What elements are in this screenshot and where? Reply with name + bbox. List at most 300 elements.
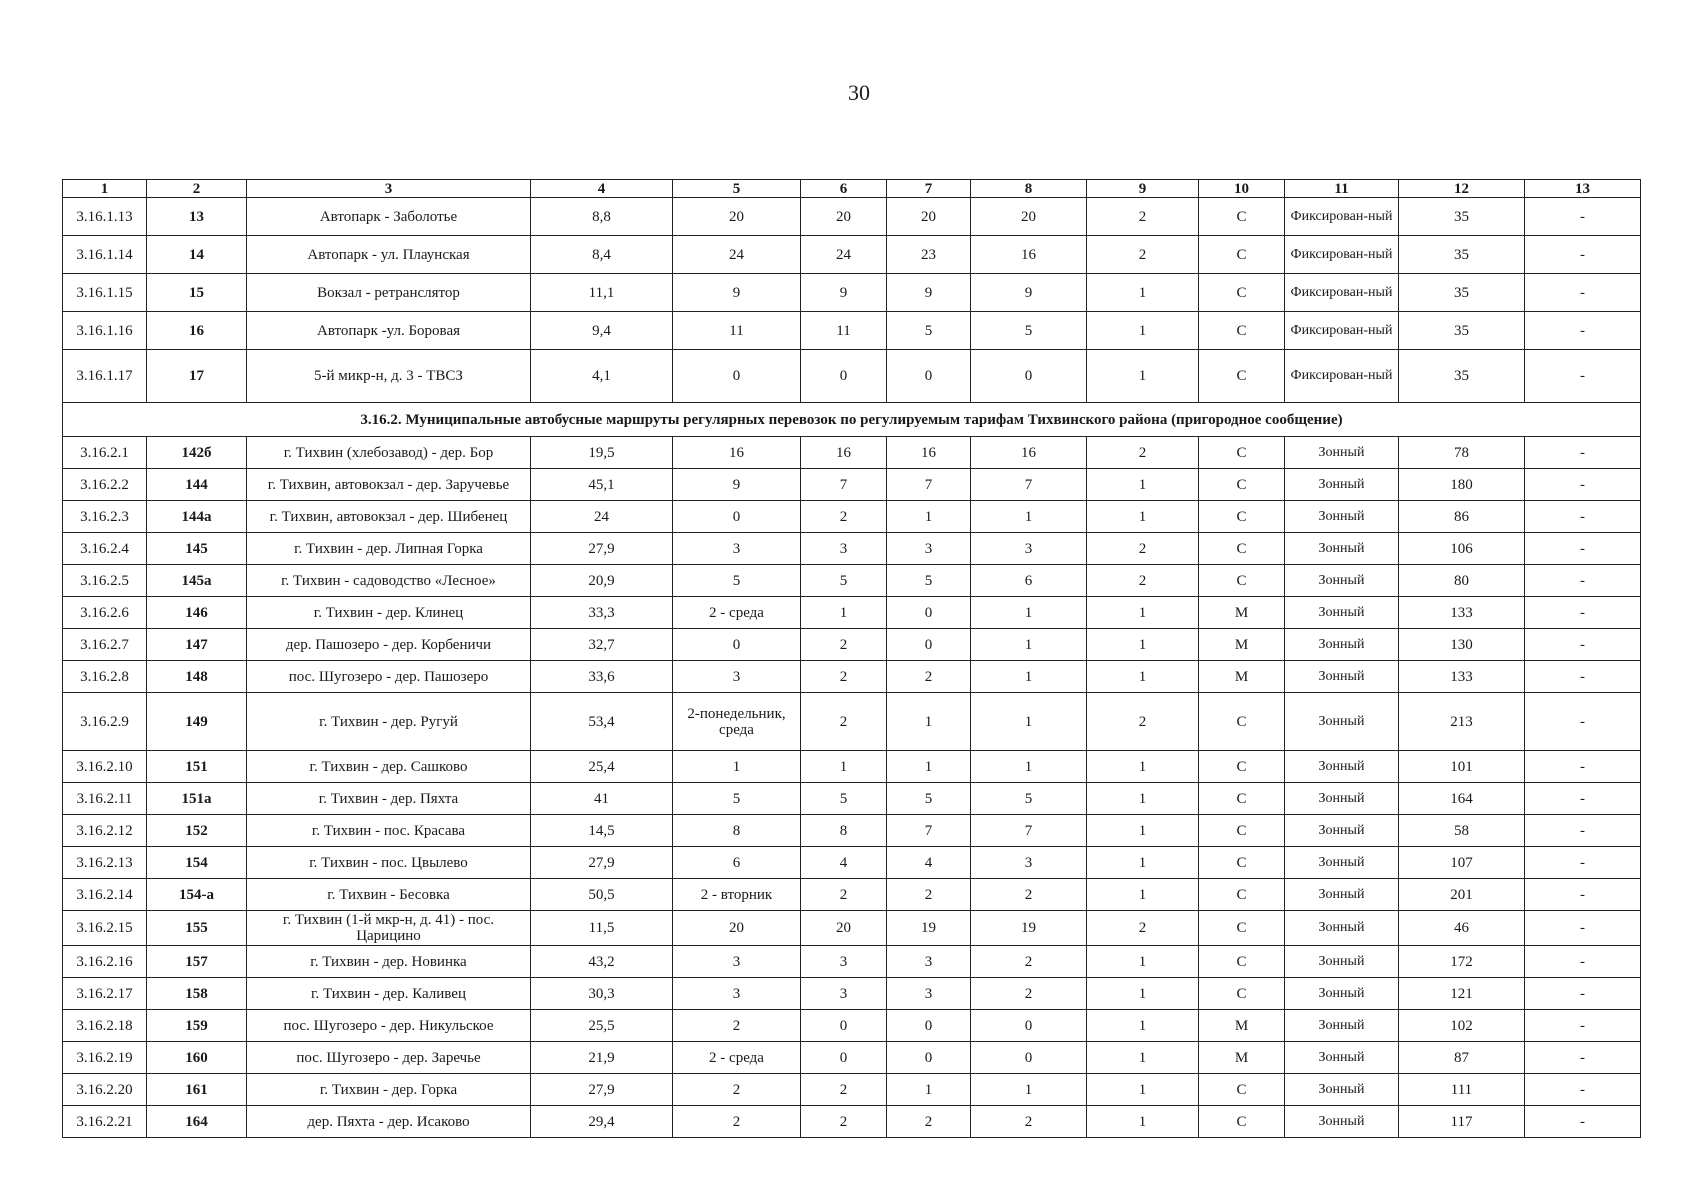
table-cell: 117 xyxy=(1399,1106,1525,1138)
table-cell: 0 xyxy=(801,350,887,403)
table-cell: 3.16.2.6 xyxy=(63,597,147,629)
table-cell: Автопарк - Заболотье xyxy=(247,198,531,236)
table-cell: 3.16.2.7 xyxy=(63,629,147,661)
table-cell: г. Тихвин (хлебозавод) - дер. Бор xyxy=(247,437,531,469)
table-cell: 2 - среда xyxy=(673,597,801,629)
table-cell: 2 xyxy=(887,879,971,911)
table-cell: 157 xyxy=(147,946,247,978)
table-cell: 142б xyxy=(147,437,247,469)
table-cell: дер. Пяхта - дер. Исаково xyxy=(247,1106,531,1138)
table-cell: 3.16.2.5 xyxy=(63,565,147,597)
table-row xyxy=(63,693,1641,751)
table-cell: 1 xyxy=(1087,1042,1199,1074)
table-cell: 1 xyxy=(1087,978,1199,1010)
table-cell: 3.16.2.18 xyxy=(63,1010,147,1042)
table-cell: 24 xyxy=(673,236,801,274)
table-cell: 1 xyxy=(1087,469,1199,501)
table-cell: 2 xyxy=(1087,437,1199,469)
table-row xyxy=(63,236,1641,274)
table-cell: 19 xyxy=(971,911,1087,946)
table-cell: г. Тихвин - дер. Ругуй xyxy=(247,693,531,751)
table-cell: 14 xyxy=(147,236,247,274)
table-cell: Зонный xyxy=(1285,847,1399,879)
table-cell: 5 xyxy=(971,312,1087,350)
table-cell: С xyxy=(1199,469,1285,501)
table-cell: 35 xyxy=(1399,312,1525,350)
table-cell: Зонный xyxy=(1285,978,1399,1010)
table-cell: 1 xyxy=(1087,783,1199,815)
table-cell: 3 xyxy=(887,533,971,565)
table-cell: Автопарк - ул. Плаунская xyxy=(247,236,531,274)
table-cell: 0 xyxy=(971,1042,1087,1074)
table-cell: - xyxy=(1525,879,1641,911)
table-cell: 9 xyxy=(673,274,801,312)
table-cell: 11,5 xyxy=(531,911,673,946)
table-cell: - xyxy=(1525,1010,1641,1042)
section-header-row xyxy=(63,403,1641,437)
table-cell: С xyxy=(1199,350,1285,403)
table-cell: 2 xyxy=(971,946,1087,978)
table-cell: 6 xyxy=(971,565,1087,597)
table-cell: г. Тихвин - Бесовка xyxy=(247,879,531,911)
table-cell: 111 xyxy=(1399,1074,1525,1106)
table-cell: 9 xyxy=(673,469,801,501)
table-cell: 8,4 xyxy=(531,236,673,274)
table-cell: 1 xyxy=(1087,1074,1199,1106)
table-cell: 133 xyxy=(1399,661,1525,693)
table-cell: 2 xyxy=(673,1074,801,1106)
table-row xyxy=(63,847,1641,879)
table-cell: 1 xyxy=(887,751,971,783)
table-cell: 0 xyxy=(673,501,801,533)
table-cell: С xyxy=(1199,783,1285,815)
table-cell: Зонный xyxy=(1285,946,1399,978)
table-cell: Фиксирован-ный xyxy=(1285,236,1399,274)
table-cell: 3.16.2.19 xyxy=(63,1042,147,1074)
table-cell: 3.16.2.1 xyxy=(63,437,147,469)
table-cell: 2 xyxy=(887,1106,971,1138)
column-header: 11 xyxy=(1285,180,1399,198)
table-cell: 0 xyxy=(673,350,801,403)
table-cell: 5 xyxy=(887,312,971,350)
table-cell: 3.16.1.14 xyxy=(63,236,147,274)
table-row xyxy=(63,1010,1641,1042)
table-cell: 24 xyxy=(531,501,673,533)
table-row xyxy=(63,597,1641,629)
column-header: 9 xyxy=(1087,180,1199,198)
table-cell: - xyxy=(1525,847,1641,879)
table-cell: - xyxy=(1525,274,1641,312)
table-cell: пос. Шугозеро - дер. Пашозеро xyxy=(247,661,531,693)
table-cell: 3 xyxy=(887,946,971,978)
table-cell: пос. Шугозеро - дер. Заречье xyxy=(247,1042,531,1074)
table-cell: С xyxy=(1199,946,1285,978)
table-cell: 1 xyxy=(887,693,971,751)
table-row xyxy=(63,629,1641,661)
table-cell: 35 xyxy=(1399,274,1525,312)
table-cell: 5 xyxy=(887,565,971,597)
table-cell: 2 xyxy=(1087,198,1199,236)
table-cell: 16 xyxy=(887,437,971,469)
table-cell: С xyxy=(1199,911,1285,946)
table-cell: - xyxy=(1525,198,1641,236)
table-cell: 1 xyxy=(1087,597,1199,629)
table-cell: С xyxy=(1199,501,1285,533)
table-cell: 16 xyxy=(971,236,1087,274)
table-cell: 4 xyxy=(801,847,887,879)
table-cell: 213 xyxy=(1399,693,1525,751)
table-cell: 2 xyxy=(801,693,887,751)
table-cell: 2 xyxy=(1087,911,1199,946)
table-cell: - xyxy=(1525,661,1641,693)
table-cell: 1 xyxy=(1087,661,1199,693)
table-cell: 2 xyxy=(801,1106,887,1138)
table-row xyxy=(63,469,1641,501)
table-cell: 86 xyxy=(1399,501,1525,533)
column-header: 1 xyxy=(63,180,147,198)
table-cell: С xyxy=(1199,847,1285,879)
table-row xyxy=(63,501,1641,533)
table-cell: 1 xyxy=(971,501,1087,533)
table-cell: 145а xyxy=(147,565,247,597)
table-cell: 58 xyxy=(1399,815,1525,847)
table-cell: 0 xyxy=(887,629,971,661)
table-cell: 3.16.2.4 xyxy=(63,533,147,565)
table-row xyxy=(63,879,1641,911)
table-cell: - xyxy=(1525,1074,1641,1106)
table-cell: 45,1 xyxy=(531,469,673,501)
table-cell: Зонный xyxy=(1285,629,1399,661)
table-cell: 164 xyxy=(147,1106,247,1138)
table-cell: г. Тихвин - пос. Красава xyxy=(247,815,531,847)
table-cell: - xyxy=(1525,501,1641,533)
table-cell: 30,3 xyxy=(531,978,673,1010)
table-cell: 1 xyxy=(971,661,1087,693)
page-number: 30 xyxy=(848,80,870,105)
table-cell: Зонный xyxy=(1285,879,1399,911)
table-cell: 20 xyxy=(971,198,1087,236)
table-cell: 0 xyxy=(801,1042,887,1074)
table-cell: М xyxy=(1199,1042,1285,1074)
table-cell: 13 xyxy=(147,198,247,236)
table-cell: 1 xyxy=(1087,946,1199,978)
table-cell: - xyxy=(1525,312,1641,350)
table-cell: г. Тихвин - садоводство «Лесное» xyxy=(247,565,531,597)
table-cell: 3.16.2.20 xyxy=(63,1074,147,1106)
table-cell: С xyxy=(1199,565,1285,597)
table-cell: 154 xyxy=(147,847,247,879)
table-cell: 3.16.1.16 xyxy=(63,312,147,350)
table-cell: 3.16.2.13 xyxy=(63,847,147,879)
table-cell: 78 xyxy=(1399,437,1525,469)
table-cell: - xyxy=(1525,911,1641,946)
table-cell: г. Тихвин (1-й мкр-н, д. 41) - пос. Царицино xyxy=(247,911,531,946)
table-cell: Зонный xyxy=(1285,597,1399,629)
table-cell: С xyxy=(1199,274,1285,312)
table-cell: 1 xyxy=(1087,815,1199,847)
table-cell: С xyxy=(1199,1074,1285,1106)
table-cell: - xyxy=(1525,597,1641,629)
table-cell: С xyxy=(1199,751,1285,783)
table-cell: 46 xyxy=(1399,911,1525,946)
table-cell: 3.16.2.15 xyxy=(63,911,147,946)
table-cell: 24 xyxy=(801,236,887,274)
table-cell: 3.16.2.12 xyxy=(63,815,147,847)
table-cell: 2 xyxy=(887,661,971,693)
table-cell: 133 xyxy=(1399,597,1525,629)
table-cell: 106 xyxy=(1399,533,1525,565)
table-cell: 144 xyxy=(147,469,247,501)
table-cell: 159 xyxy=(147,1010,247,1042)
table-cell: Вокзал - ретранслятор xyxy=(247,274,531,312)
table-row xyxy=(63,946,1641,978)
table-cell: 2 - среда xyxy=(673,1042,801,1074)
table-cell: 25,4 xyxy=(531,751,673,783)
table-cell: - xyxy=(1525,1042,1641,1074)
table-cell: - xyxy=(1525,533,1641,565)
table-cell: 3.16.2.14 xyxy=(63,879,147,911)
table-cell: М xyxy=(1199,597,1285,629)
table-cell: - xyxy=(1525,693,1641,751)
table-cell: С xyxy=(1199,815,1285,847)
table-cell: 0 xyxy=(673,629,801,661)
table-row xyxy=(63,1042,1641,1074)
table-cell: 164 xyxy=(1399,783,1525,815)
table-cell: С xyxy=(1199,533,1285,565)
table-cell: С xyxy=(1199,437,1285,469)
table-row xyxy=(63,911,1641,946)
table-cell: 3 xyxy=(801,533,887,565)
table-row xyxy=(63,198,1641,236)
table-cell: 2 xyxy=(801,1074,887,1106)
table-cell: 121 xyxy=(1399,978,1525,1010)
table-cell: - xyxy=(1525,815,1641,847)
table-cell: 2 xyxy=(971,978,1087,1010)
table-cell: Фиксирован-ный xyxy=(1285,312,1399,350)
table-cell: Зонный xyxy=(1285,751,1399,783)
table-cell: 53,4 xyxy=(531,693,673,751)
table-cell: 1 xyxy=(801,597,887,629)
table-cell: 1 xyxy=(1087,879,1199,911)
column-header: 8 xyxy=(971,180,1087,198)
table-cell: С xyxy=(1199,198,1285,236)
table-cell: 155 xyxy=(147,911,247,946)
table-cell: 149 xyxy=(147,693,247,751)
table-cell: - xyxy=(1525,437,1641,469)
table-cell: 87 xyxy=(1399,1042,1525,1074)
table-cell: 151а xyxy=(147,783,247,815)
table-cell: 101 xyxy=(1399,751,1525,783)
table-cell: 102 xyxy=(1399,1010,1525,1042)
table-cell: 0 xyxy=(887,597,971,629)
table-cell: 3.16.1.13 xyxy=(63,198,147,236)
table-cell: 5 xyxy=(673,565,801,597)
table-cell: 2 xyxy=(801,879,887,911)
table-cell: 3.16.2.9 xyxy=(63,693,147,751)
table-cell: 1 xyxy=(1087,847,1199,879)
table-row xyxy=(63,751,1641,783)
table-cell: 23 xyxy=(887,236,971,274)
table-cell: дер. Пашозеро - дер. Корбеничи xyxy=(247,629,531,661)
table-cell: 1 xyxy=(1087,274,1199,312)
table-cell: 2 xyxy=(673,1010,801,1042)
table-cell: 8 xyxy=(673,815,801,847)
table-cell: 3 xyxy=(673,946,801,978)
table-cell: г. Тихвин - дер. Новинка xyxy=(247,946,531,978)
column-header: 7 xyxy=(887,180,971,198)
table-cell: г. Тихвин - дер. Сашково xyxy=(247,751,531,783)
column-header: 5 xyxy=(673,180,801,198)
table-cell: Зонный xyxy=(1285,437,1399,469)
table-cell: 80 xyxy=(1399,565,1525,597)
table-cell: г. Тихвин - дер. Клинец xyxy=(247,597,531,629)
table-cell: 9 xyxy=(971,274,1087,312)
table-cell: 21,9 xyxy=(531,1042,673,1074)
table-cell: - xyxy=(1525,978,1641,1010)
table-cell: 5 xyxy=(801,783,887,815)
table-cell: Фиксирован-ный xyxy=(1285,350,1399,403)
table-cell: 16 xyxy=(147,312,247,350)
table-cell: 3 xyxy=(673,533,801,565)
table-cell: 8,8 xyxy=(531,198,673,236)
table-cell: 0 xyxy=(887,1010,971,1042)
table-row xyxy=(63,437,1641,469)
table-cell: 20 xyxy=(673,911,801,946)
table-cell: г. Тихвин - дер. Пяхта xyxy=(247,783,531,815)
table-cell: 11 xyxy=(673,312,801,350)
table-cell: 158 xyxy=(147,978,247,1010)
table-cell: М xyxy=(1199,629,1285,661)
table-cell: 3.16.1.17 xyxy=(63,350,147,403)
table-cell: 19,5 xyxy=(531,437,673,469)
table-cell: 5 xyxy=(887,783,971,815)
table-cell: 3.16.1.15 xyxy=(63,274,147,312)
table-cell: 148 xyxy=(147,661,247,693)
table-cell: 20,9 xyxy=(531,565,673,597)
table-cell: Зонный xyxy=(1285,661,1399,693)
table-cell: 29,4 xyxy=(531,1106,673,1138)
table-cell: 3 xyxy=(673,661,801,693)
table-cell: 20 xyxy=(887,198,971,236)
table-cell: 7 xyxy=(971,469,1087,501)
column-header: 2 xyxy=(147,180,247,198)
table-cell: 3 xyxy=(971,847,1087,879)
table-cell: 2 xyxy=(1087,693,1199,751)
table-cell: 27,9 xyxy=(531,533,673,565)
table-cell: 27,9 xyxy=(531,847,673,879)
table-cell: 20 xyxy=(801,198,887,236)
table-cell: 3 xyxy=(801,946,887,978)
table-cell: Зонный xyxy=(1285,693,1399,751)
table-cell: Зонный xyxy=(1285,501,1399,533)
table-cell: 3.16.2.2 xyxy=(63,469,147,501)
table-row xyxy=(63,783,1641,815)
table-cell: 2 xyxy=(801,629,887,661)
table-cell: 8 xyxy=(801,815,887,847)
table-cell: 0 xyxy=(971,350,1087,403)
table-cell: 1 xyxy=(1087,312,1199,350)
table-cell: 3.16.2.10 xyxy=(63,751,147,783)
table-cell: 3.16.2.11 xyxy=(63,783,147,815)
table-cell: 1 xyxy=(1087,1106,1199,1138)
table-cell: Зонный xyxy=(1285,1074,1399,1106)
table-row xyxy=(63,274,1641,312)
table-cell: 2 xyxy=(1087,533,1199,565)
table-cell: Зонный xyxy=(1285,815,1399,847)
table-cell: Фиксирован-ный xyxy=(1285,274,1399,312)
table-cell: 2 xyxy=(1087,565,1199,597)
table-cell: 147 xyxy=(147,629,247,661)
table-cell: 1 xyxy=(1087,629,1199,661)
table-cell: 180 xyxy=(1399,469,1525,501)
table-cell: 2 xyxy=(801,661,887,693)
table-cell: 3 xyxy=(673,978,801,1010)
table-cell: - xyxy=(1525,565,1641,597)
table-cell: 145 xyxy=(147,533,247,565)
table-cell: Зонный xyxy=(1285,533,1399,565)
table-cell: 5 xyxy=(673,783,801,815)
table-cell: Зонный xyxy=(1285,911,1399,946)
table-cell: 9 xyxy=(801,274,887,312)
table-cell: 11,1 xyxy=(531,274,673,312)
table-cell: С xyxy=(1199,693,1285,751)
table-cell: 35 xyxy=(1399,350,1525,403)
table-cell: 160 xyxy=(147,1042,247,1074)
table-cell: - xyxy=(1525,783,1641,815)
table-cell: 1 xyxy=(673,751,801,783)
table-cell: 151 xyxy=(147,751,247,783)
table-cell: 2 xyxy=(673,1106,801,1138)
table-cell: 1 xyxy=(971,1074,1087,1106)
table-cell: 35 xyxy=(1399,236,1525,274)
urban-routes-body xyxy=(63,198,1641,403)
table-cell: 3.16.2.17 xyxy=(63,978,147,1010)
table-cell: С xyxy=(1199,236,1285,274)
table-cell: г. Тихвин, автовокзал - дер. Шибенец xyxy=(247,501,531,533)
table-cell: 3.16.2.3 xyxy=(63,501,147,533)
table-cell: 1 xyxy=(1087,1010,1199,1042)
table-row xyxy=(63,661,1641,693)
table-cell: г. Тихвин - дер. Каливец xyxy=(247,978,531,1010)
table-cell: 1 xyxy=(971,693,1087,751)
table-cell: Фиксирован-ный xyxy=(1285,198,1399,236)
table-cell: 5 xyxy=(971,783,1087,815)
table-cell: 1 xyxy=(887,1074,971,1106)
table-row xyxy=(63,565,1641,597)
table-cell: С xyxy=(1199,312,1285,350)
table-cell: Зонный xyxy=(1285,783,1399,815)
table-cell: 1 xyxy=(801,751,887,783)
table-cell: 3 xyxy=(801,978,887,1010)
table-cell: 20 xyxy=(673,198,801,236)
table-cell: 152 xyxy=(147,815,247,847)
table-cell: 2-понедельник, среда xyxy=(673,693,801,751)
table-cell: 7 xyxy=(801,469,887,501)
table-cell: 1 xyxy=(887,501,971,533)
table-cell: С xyxy=(1199,978,1285,1010)
table-cell: 17 xyxy=(147,350,247,403)
table-cell: - xyxy=(1525,751,1641,783)
table-cell: 3 xyxy=(971,533,1087,565)
table-cell: С xyxy=(1199,879,1285,911)
header-row xyxy=(63,180,1641,198)
table-cell: 0 xyxy=(801,1010,887,1042)
table-cell: 2 xyxy=(801,501,887,533)
routes-table xyxy=(62,179,1641,1138)
table-cell: 5 xyxy=(801,565,887,597)
table-cell: 2 xyxy=(971,1106,1087,1138)
table-cell: 130 xyxy=(1399,629,1525,661)
